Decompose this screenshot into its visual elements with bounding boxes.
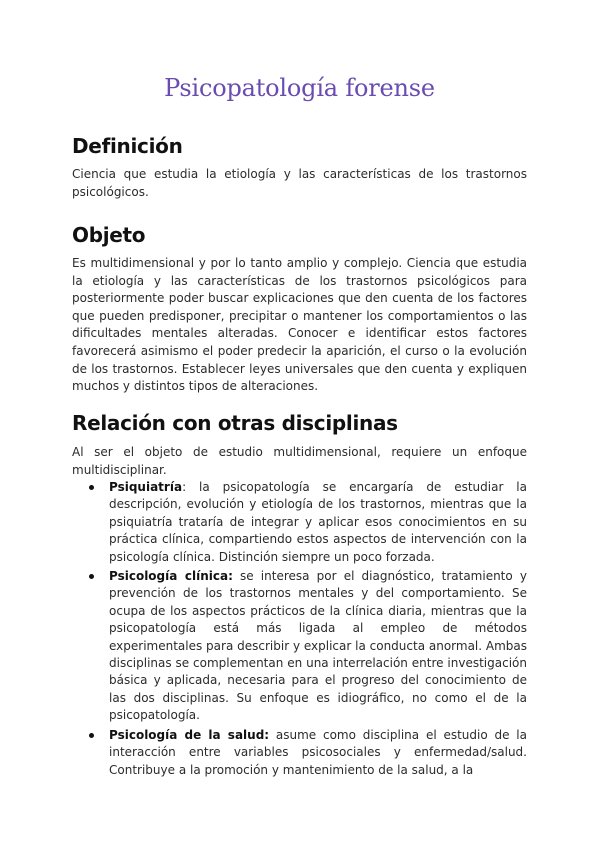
section-paragraph-objeto: Es multidimensional y por lo tanto amplio y complejo. Ciencia que estudia la etiología y las características de los trastornos psicológicos para posteriormente poder buscar explicaciones que den cuenta de los factores que pueden predisponer, precipitar o mantener los comportamientos o las dificultades mentales alteradas. Conocer e identificar estos factores favorecerá asimismo el poder predecir la aparición, el curso o la evolución de los trastornos. Establecer leyes universales que den cuenta y expliquen muchos y distintos tipos de alteraciones. [72, 256, 527, 394]
bullet-icon [89, 733, 94, 738]
bullet-text: : la psicopatología se encargaría de estudiar la descripción, evolución y etiología de los trastornos, mientras que la psiquiatría trataría de integrar y aplicar esos conocimientos en su práctica clínica, compartiendo estos aspectos de intervención con la psicología clínica. Distinción siempre un poco forzada. [109, 480, 527, 564]
document-title: Psicopatología forense [164, 74, 435, 102]
bullet-term: Psiquiatría [109, 480, 183, 494]
bullet-text: asume como disciplina el estudio de la interacción entre variables psicosociales y enfermedad/salud. Contribuye a la promoción y mantenimiento de la salud, a la [109, 727, 527, 777]
list-item [72, 568, 527, 725]
section-heading-objeto: Objeto [72, 223, 146, 247]
section-heading-relacion: Relación con otras disciplinas [72, 411, 398, 435]
bullet-icon [89, 485, 94, 490]
bullet-icon [89, 574, 94, 579]
section-paragraph-relacion: Al ser el objeto de estudio multidimensional, requiere un enfoque multidisciplinar. [72, 445, 527, 477]
bullet-list [72, 479, 527, 781]
list-item [72, 727, 527, 779]
bullet-text: se interesa por el diagnóstico, tratamiento y prevención de los trastornos mentales y del comportamiento. Se ocupa de los aspectos prácticos de la clínica diaria, mientras que la psicopatología está más ligada al empleo de métodos experimentales para describir y explicar la conducta anormal. Ambas disciplinas se complementan en una interrelación entre investigación básica y aplicada, necesaria para el progreso del conocimiento de las dos disciplinas. Su enfoque es idiográfico, no como el de la psicopatología. [109, 569, 528, 723]
list-item [72, 479, 527, 566]
bullet-term: Psicología clínica: [109, 569, 233, 584]
section-paragraph-definicion: Ciencia que estudia la etiología y las características de los trastornos psicológicos. [72, 167, 527, 199]
section-heading-definicion: Definición [72, 134, 183, 158]
bullet-term: Psicología de la salud: [109, 727, 270, 742]
